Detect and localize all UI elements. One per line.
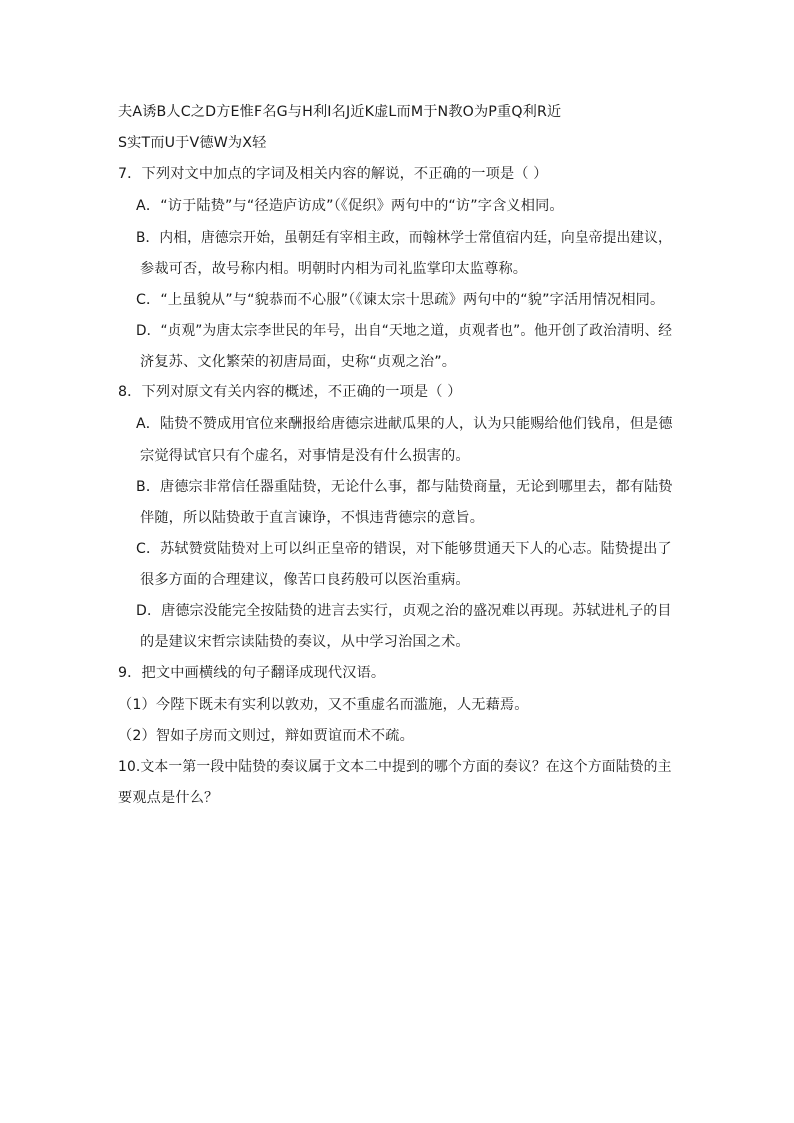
q8-option-d-line2: 的是建议宋哲宗读陆贽的奏议，从中学习治国之术。 xyxy=(140,634,470,650)
q7-option-b-line2: 参裁可否，故号称内相。明朝时内相为司礼监掌印太监尊称。 xyxy=(140,261,528,277)
q7-option-a: A．“访于陆贽”与“径造庐访成”（《促织》两句中的“访”字含义相同。 xyxy=(136,198,564,214)
question-7-stem: 7．下列对文中加点的字词及相关内容的解说，不正确的一项是（ ） xyxy=(118,166,548,182)
q8-option-a-line2: 宗觉得试官只有个虚名，对事情是没有什么损害的。 xyxy=(140,448,470,464)
question-10-line2: 要观点是什么？ xyxy=(118,790,219,806)
question-9-stem: 9．把文中画横线的句子翻译成现代汉语。 xyxy=(118,665,386,681)
q9-sentence-2: （2）智如子房而文则过，辩如贾谊而术不疏。 xyxy=(118,728,414,744)
q8-option-b-line1: B．唐德宗非常信任器重陆贽，无论什么事，都与陆贽商量，无论到哪里去，都有陆贽 xyxy=(136,479,673,495)
intro-line-2: S实T而U于V德W为X轻 xyxy=(118,135,267,151)
intro-line-1: 夫A诱B人C之D方E惟F名G与H利I名J近K虚L而M于N教O为P重Q利R近 xyxy=(118,104,562,120)
q8-option-b-line2: 伴随，所以陆贽敢于直言谏诤，不惧违背德宗的意旨。 xyxy=(140,510,485,526)
q8-option-a-line1: A．陆贽不赞成用官位来酬报给唐德宗进献瓜果的人，认为只能赐给他们钱帛，但是德 xyxy=(136,416,673,432)
question-10-line1: 10.文本一第一段中陆贽的奏议属于文本二中提到的哪个方面的奏议？在这个方面陆贽的主 xyxy=(118,759,672,775)
q7-option-d-line1: D．“贞观”为唐太宗李世民的年号，出自“天地之道，贞观者也”。他开创了政治清明、经 xyxy=(136,323,673,339)
q8-option-c-line1: C．苏轼赞赏陆贽对上可以纠正皇帝的错误，对下能够贯通天下人的心志。陆贽提出了 xyxy=(136,541,672,557)
q7-option-b-line1: B．内相，唐德宗开始，虽朝廷有宰相主政，而翰林学士常值宿内廷，向皇帝提出建议， xyxy=(136,230,672,246)
q9-sentence-1: （1）今陛下既未有实利以敦劝，又不重虚名而滥施，人无藉焉。 xyxy=(118,697,529,713)
q8-option-c-line2: 很多方面的合理建议，像苦口良药般可以医治重病。 xyxy=(140,572,470,588)
q7-option-c: C．“上虽貌从”与“貌恭而不心服”（《谏太宗十思疏》两句中的“貌”字活用情况相同。 xyxy=(136,292,665,308)
question-8-stem: 8．下列对原文有关内容的概述，不正确的一项是（ ） xyxy=(118,384,462,400)
q7-option-d-line2: 济复苏、文化繁荣的初唐局面，史称“贞观之治”。 xyxy=(140,354,457,370)
q8-option-d-line1: D．唐德宗没能完全按陆贽的进言去实行，贞观之治的盛况难以再现。苏轼进札子的目 xyxy=(136,603,672,619)
